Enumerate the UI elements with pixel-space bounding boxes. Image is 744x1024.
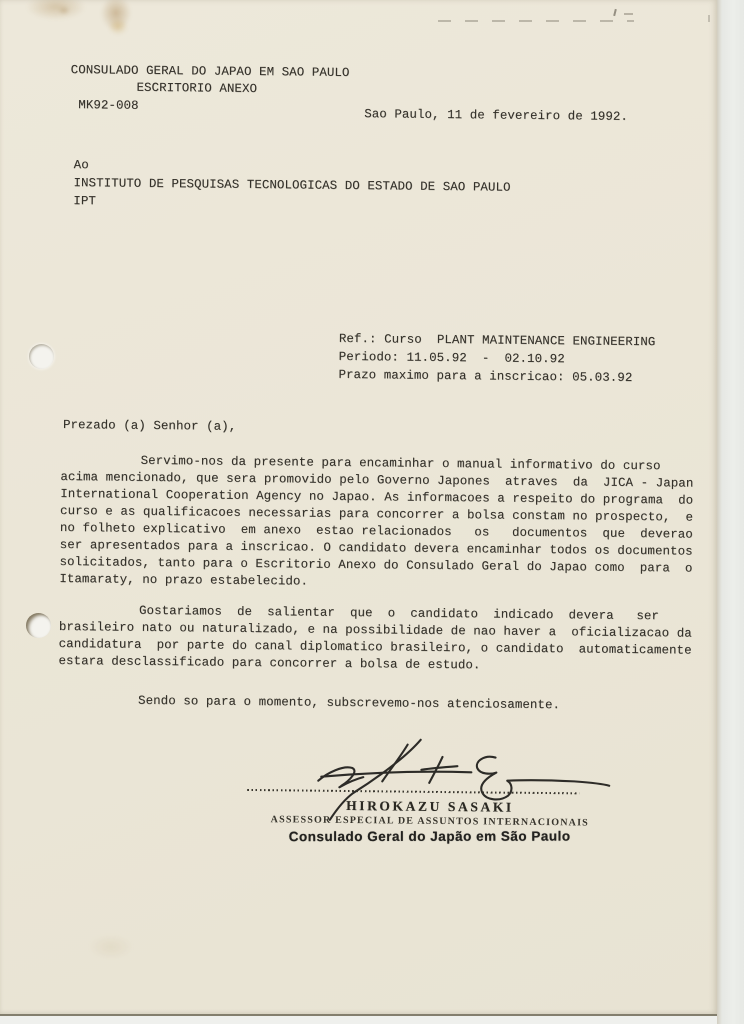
- addressee-to: Ao: [73, 158, 89, 173]
- addressee-organization: INSTITUTO DE PESQUISAS TECNOLOGICAS DO ESTADO DE SAO PAULO: [73, 176, 511, 195]
- reference-course: Ref.: Curso PLANT MAINTENANCE ENGINEERING: [338, 331, 656, 350]
- letterhead-organization: CONSULADO GERAL DO JAPAO EM SAO PAULO: [70, 63, 350, 80]
- letterhead-office: ESCRITORIO ANEXO: [136, 80, 258, 97]
- signer-organization-stamp: Consulado Geral do Japão em São Paulo: [288, 828, 571, 845]
- body-paragraph-1: Servimo-nos da presente para encaminhar o manual informativo do curso acima mencionado, que sera promovido pelo Governo Japones atraves da JICA - Japan International Cooperation Agency no Japao. As informacoes a respeito do programa do curso e as qualificacoes necessarias para concorrer a bolsa constam no prospecto, e no folheto explicativo em anexo estao relacionados os documentos que deverao ser apresentados para a inscricao. O candidato devera encaminhar todos os documentos solicitados, tanto para o Escritorio Anexo do Consulado Geral do Japao como para o Itamaraty, no prazo estabelecido.: [59, 453, 694, 589]
- signer-name: HIROKAZU SASAKI: [346, 797, 514, 815]
- addressee-acronym: IPT: [73, 194, 97, 209]
- reference-deadline: Prazo maximo para a inscricao: 05.03.92: [338, 367, 633, 385]
- document-number: MK92-008: [78, 98, 139, 113]
- date-line: Sao Paulo, 11 de fevereiro de 1992.: [364, 107, 629, 124]
- signer-title: ASSESSOR ESPECIAL DE ASSUNTOS INTERNACIONAIS: [270, 814, 590, 829]
- reference-period: Periodo: 11.05.92 - 02.10.92: [338, 349, 565, 367]
- salutation: Prezado (a) Senhor (a),: [62, 418, 237, 434]
- body-paragraph-3: Sendo so para o momento, subscrevemo-nos atenciosamente.: [138, 693, 561, 713]
- body-paragraph-2: Gostariamos de salientar que o candidato indicado devera ser brasileiro nato ou naturalizado, e na possibilidade de nao haver a oficializacao da candidatura por parte do canal diplomatico brasileiro, o candidato automaticamente estara desclassificado para concorrer a bolsa de estudo.: [58, 603, 692, 673]
